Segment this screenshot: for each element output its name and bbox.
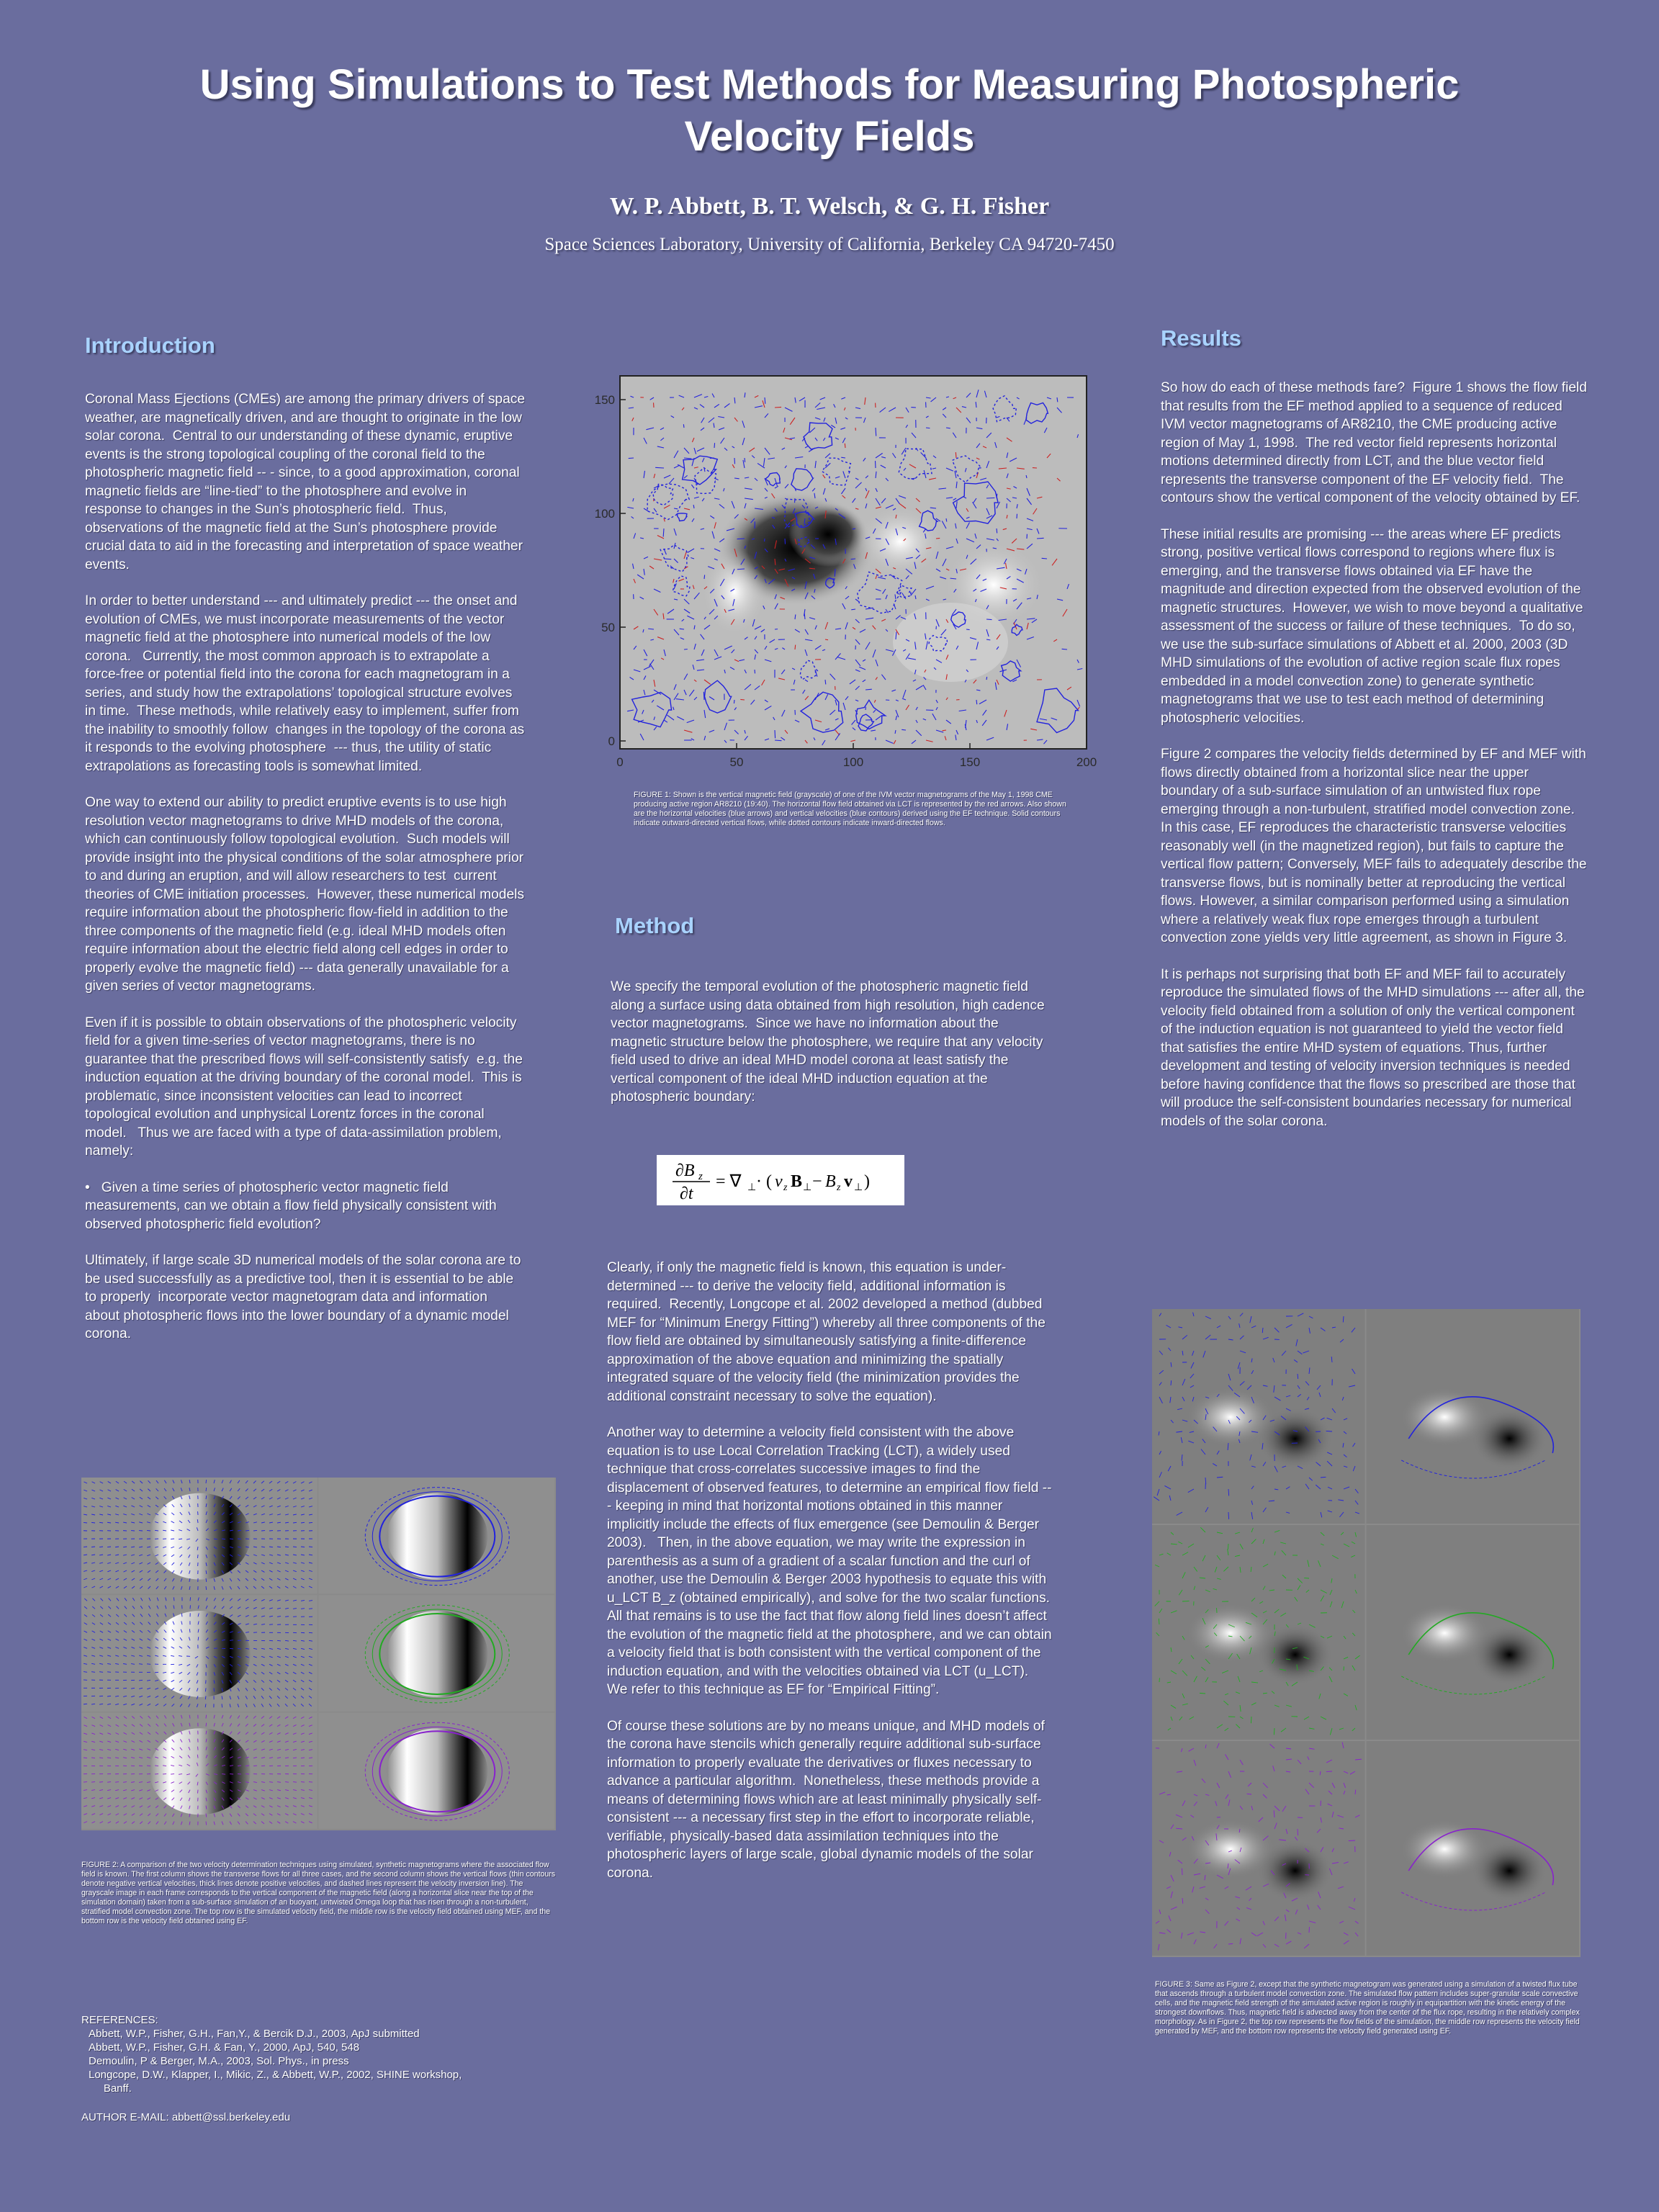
svg-text:): ) [864,1172,870,1191]
intro-paragraph: Coronal Mass Ejections (CMEs) are among the primary drivers of space weather, are magnetically driven, and are thought to originate in the low solar corona. Central to our understanding of these dynamic, eruptive events is the strong topological coupling of the coronal field to the photospheric magnetic field -- - since, to a good approximation, coronal magnetic fields are “line-tied” to the photosphere and evolve in response to changes in the Sun’s photospheric field. Thus, observations of the magnetic field at the Sun’s photosphere provide crucial data to aid in the forecasting and interpretation of space weather events. [85,392,529,572]
intro-paragraph: Ultimately, if large scale 3D numerical models of the solar corona are to be used successfully as a predictive tool, then it is essential to be able to properly incorporate vector magnetogram data and information about photospheric flows into the lower boundary of a dynamic model corona. [85,1253,525,1341]
y-tick-label: 50 [601,621,615,634]
svg-text:v: v [775,1172,783,1191]
figure-2-panels [81,1478,556,1830]
introduction-heading: Introduction [85,333,215,358]
introduction-text [85,390,529,1362]
method-paragraph: Clearly, if only the magnetic field is known, this equation is under-determined --- to derive the velocity field, additional information is required. Recently, Longcope et al. 2002 developed a method (dubbed MEF for “Minimum Energy Fitting”) whereby all three components of the flow field are obtained by simultaneously satisfying a finite-difference approximation of the above equation and minimizing the spatially integrated square of the velocity field (the minimization provides the additional constraint necessary to solve the equation). [607,1260,1050,1404]
results-heading: Results [1161,325,1241,351]
y-tick-label: 100 [594,507,615,521]
intro-paragraph: Even if it is possible to obtain observations of the photospheric velocity field for a given time-series of vector magnetograms, there is no guarantee that the prescribed flows will self-consistently satisfy e.g. the induction equation at the driving boundary of the coronal model. This is problematic, since inconsistent velocities can lead to incorrect topological evolution and unphysical Lorentz forces in the coronal model. Thus we are faced with a type of data-assimilation problem, namely: [85,1015,527,1159]
svg-text:= ∇: = ∇ [716,1172,742,1191]
method-text [607,1259,1057,1900]
y-tick-label: 150 [594,393,615,407]
svg-text:· (: · ( [756,1172,772,1191]
reference-item: Banff. [89,2082,132,2095]
figure-3-caption: FIGURE 3: Same as Figure 2, except that the synthetic magnetogram was generated using a simulation of a twisted flux tube that ascends through a turbulent model convection zone. The simulated flow pattern includes super-granular scale convective cells, and the magnetic field strength of the simulated active region is roughly in equipartition with the kinetic energy of the strongest downflows. Thus, magnetic field is advected away from the center of the flux rope, resulting in the relatively complex morphology. As in Figure 2, the top row represents the flow fields of the simulation, the middle row represents the velocity field generated by MEF, and the bottom row represents the velocity field generated using EF. [1155,1980,1580,2036]
svg-text:z: z [783,1182,788,1193]
x-tick-label: 100 [842,755,864,769]
svg-text:⊥: ⊥ [747,1182,757,1193]
figure-1-plot [590,369,1097,772]
reference-item: Longcope, D.W., Klapper, I., Mikic, Z., & Abbett, W.P., 2002, SHINE workshop, [89,2069,462,2081]
figure-2 [81,1478,556,1830]
references-heading: REFERENCES: [81,2014,158,2026]
reference-item: Demoulin, P & Berger, M.A., 2003, Sol. Phys., in press [89,2055,349,2067]
method-paragraph: We specify the temporal evolution of the photospheric magnetic field along a surface using data obtained from high resolution, high cadence vector magnetograms. Since we have no information about the magnetic structure below the photosphere, we require that any velocity field used to drive an ideal MHD model corona at least satisfy the vertical component of the ideal MHD induction equation at the photospheric boundary: [611,979,1049,1105]
svg-text:∂B: ∂B [675,1161,695,1180]
references [81,2013,462,2095]
results-paragraph: Figure 2 compares the velocity fields determined by EF and MEF with flows directly obtained from a horizontal slice near the upper boundary of a sub-surface simulation of an untwisted flux rope emerging through a non-turbulent, stratified model convection zone. In this case, EF reproduces the characteristic transverse velocities reasonably well (in the magnetized region), but fails to capture the vertical flow pattern; Conversely, MEF fails to adequately describe the transverse flows, but is nominally better at reproducing the vertical flows. However, a similar comparison performed using a simulation where a relatively weak flux rope emerges through a turbulent convection zone yields very little agreement, as shown in Figure 3. [1161,747,1591,945]
induction-equation [657,1155,904,1205]
method-paragraph: Of course these solutions are by no means unique, and MHD models of the corona have stencils which generally require additional sub-surface information to properly evaluate the derivatives or fluxes necessary to advance a particular algorithm. Nonetheless, these methods provide a means of determining flows which are at least minimally physically self-consistent --- a necessary first step in the effort to incorporate reliable, verifiable, physically-based data assimilation techniques into the photospheric layers of large scale, global dynamic models of the solar corona. [607,1718,1049,1881]
results-paragraph: These initial results are promising --- the areas where EF predicts strong, positive vertical flows correspond to regions where flux is emerging, and the transverse flows obtained via EF have the magnitude and direction expected from the observed evolution of the magnetic structures. However, we wish to move beyond a qualitative assessment of the success or failure of these techniques. To do so, we use the sub-surface simulations of Abbett et al. 2000, 2003 (3D MHD simulations of the evolution of active region scale flux ropes embedded in a model convection zone) to generate synthetic magnetograms that we use to test each method of determining photospheric velocities. [1161,526,1587,726]
reference-item: Abbett, W.P., Fisher, G.H., Fan,Y., & Bercik D.J., 2003, ApJ submitted [89,2028,420,2040]
figure-2-caption: FIGURE 2: A comparison of the two velocity determination techniques using simulated, synthetic magnetograms where the associated flow field is known. The first column shows the transverse flows for all three cases, and the second column shows the vertical flows (thin contours denote negative vertical velocities, thick lines denote positive velocities, and dashed lines represent the velocity inversion line). The grayscale image in each frame corresponds to the vertical component of the magnetic field (along a horizontal slice near the top of the simulation domain) taken from a sub-surface simulation of an buoyant, untwisted Omega loop that has risen through a non-turbulent, stratified model convection zone. The top row is the simulated velocity field, the middle row is the velocity field obtained using MEF, and the bottom row is the velocity field obtained using EF. [81,1861,556,1925]
x-tick-label: 150 [959,755,981,769]
svg-text:⊥: ⊥ [803,1182,812,1193]
figure-3-panels [1152,1309,1581,1957]
svg-text:∂t: ∂t [680,1184,693,1203]
figure-1 [590,369,1097,772]
svg-text:−: − [812,1172,822,1191]
intro-bullet: • Given a time series of photospheric vector magnetic field measurements, can we obtain a flow field physically consistent with observed photospheric field evolution? [85,1179,500,1232]
author-email: AUTHOR E-MAIL: abbett@ssl.berkeley.edu [81,2111,291,2123]
svg-text:v: v [844,1172,853,1191]
method-paragraph: Another way to determine a velocity field consistent with the above equation is to use Local Correlation Tracking (LCT), a widely used technique that cross-correlates successive images to find the displacement of observed features, to determine an empirical flow field --- keeping in mind that horizontal motions obtained in this manner implicitly include the effects of flux emergence (see Demoulin & Berger 2003). Then, in the above equation, we may write the expression in parenthesis as a sum of a gradient of a scalar function and the curl of another, use the Demoulin & Berger 2003 hypothesis to equate this with u_LCT B_z (obtained empirically), and solve for the two scalar functions. All that remains is to use the fact that flow along field lines doesn’t affect the evolution of the magnetic field at the photosphere, and we can obtain a velocity field that is both consistent with the vertical component of the induction equation, and with the velocities obtained via LCT (u_LCT). We refer to this technique as EF for “Empirical Fitting”. [607,1425,1057,1697]
x-tick-label: 50 [729,755,744,769]
results-paragraph: It is perhaps not surprising that both EF and MEF fail to accurately reproduce the simulated flows of the MHD simulations --- after all, the velocity field obtained from a solution of only the vertical component of the induction equation is not guaranteed to yield the vector field that satisfies the entire MHD system of equations. Thus, further development and testing of velocity inversion techniques is needed before having confidence that the flows so prescribed are those that will produce the self-consistent boundaries necessary for numerical models of the solar corona. [1161,966,1589,1129]
results-paragraph: So how do each of these methods fare? Figure 1 shows the flow field that results from the EF method applied to a sequence of reduced IVM vector magnetograms of AR8210, the CME producing active region of May 1, 1998. The red vector field represents horizontal motions determined directly from LCT, and the blue vector field represents the transverse component of the EF velocity field. The contours show the vertical component of the velocity obtained by EF. [1161,380,1591,505]
figure-1-caption: FIGURE 1: Shown is the vertical magnetic field (grayscale) of one of the IVM vector magnetograms of the May 1, 1998 CME producing active region AR8210 (19:40). The horizontal flow field obtained via LCT is represented by the red arrows. Also shown are the horizontal velocities (blue arrows) and vertical velocities (blue contours) derived using the EF technique. Solid contours indicate outward-directed vertical flows, while dotted contours indicate inward-directed flows. [634,791,1066,827]
intro-paragraph: One way to extend our ability to predict eruptive events is to use high resolution vector magnetograms to drive MHD models of the corona, which can continuously follow topological evolution. Such models will provide insight into the physical conditions of the solar atmosphere prior to and during an eruption, and will allow researchers to test current theories of CME initiation processes. However, these numerical models require information about the photospheric flow-field in addition to the three components of the magnetic field (e.g. ideal MHD models often require information about the electric field along cell edges in order to properly evolve the magnetic field) --- data generally unavailable for a given series of vector magnetograms. [85,795,529,994]
y-tick-label: 0 [608,734,615,748]
x-tick-label: 200 [1076,755,1097,769]
svg-text:z: z [837,1182,841,1193]
reference-item: Abbett, W.P., Fisher, G.H. & Fan, Y., 2000, ApJ, 540, 548 [89,2041,360,2054]
poster-title: Using Simulations to Test Methods for Measuring Photospheric Velocity Fields [199,61,1460,160]
method-intro [611,978,1051,1125]
svg-text:⊥: ⊥ [854,1182,863,1193]
svg-text:B: B [825,1172,836,1191]
x-tick-label: 0 [616,755,624,769]
results-text [1161,379,1591,1148]
intro-paragraph: In order to better understand --- and ultimately predict --- the onset and evolution of CMEs, we must incorporate measurements of the vector magnetic field at the photosphere into numerical models of the low corona. Currently, the most common approach is to extrapolate a force-free or potential field into the corona for each magnetogram in a series, and study how the extrapolations’ topological structure evolves in time. These methods, while relatively easy to implement, suffer from the inability to smoothly follow changes in the topology of the corona as it responds to the evolving photosphere --- thus, the utility of static extrapolations as forecasting tools is somewhat limited. [85,593,529,774]
method-heading: Method [615,913,695,938]
affiliation: Space Sciences Laboratory, University of California, Berkeley CA 94720-7450 [544,235,1115,254]
induction-equation-formula [665,1157,896,1203]
svg-text:z: z [698,1171,703,1182]
authors: W. P. Abbett, B. T. Welsch, & G. H. Fisher [609,193,1050,220]
figure-3 [1152,1309,1581,1957]
svg-text:B: B [791,1172,803,1191]
